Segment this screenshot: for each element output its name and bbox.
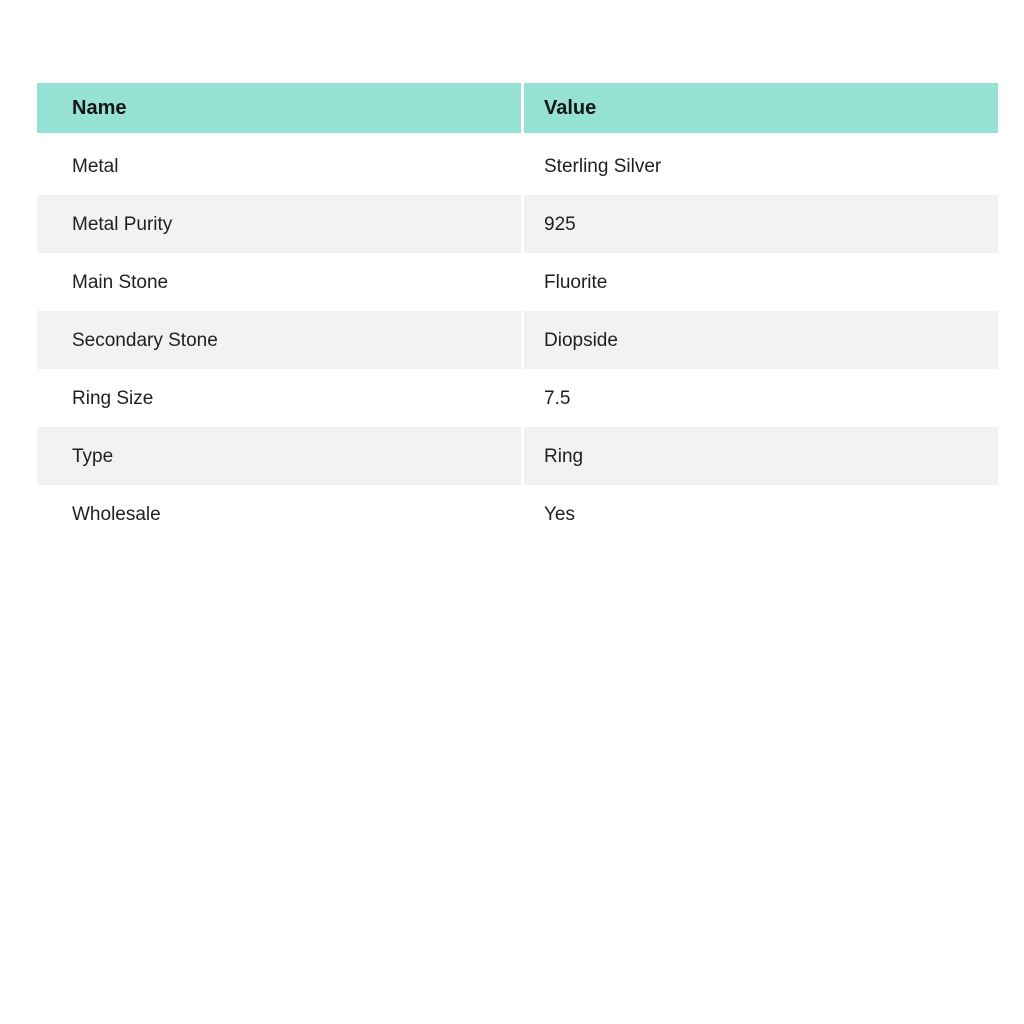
row-value-cell: Yes xyxy=(524,485,998,543)
table-row xyxy=(37,485,1001,543)
row-name-cell: Main Stone xyxy=(37,253,524,311)
product-spec-table xyxy=(37,83,1001,543)
table-row xyxy=(37,137,1001,195)
table-row xyxy=(37,427,1001,485)
row-value-cell: Fluorite xyxy=(524,253,998,311)
row-value-cell: 925 xyxy=(524,195,998,253)
row-value-cell: Ring xyxy=(524,427,998,485)
column-header-name: Name xyxy=(37,83,524,133)
row-name-cell: Metal Purity xyxy=(37,195,524,253)
row-value-cell: Sterling Silver xyxy=(524,137,998,195)
row-value-cell: Diopside xyxy=(524,311,998,369)
row-name-cell: Ring Size xyxy=(37,369,524,427)
row-name-cell: Metal xyxy=(37,137,524,195)
table-row xyxy=(37,195,1001,253)
column-header-value: Value xyxy=(524,83,998,133)
table-row xyxy=(37,369,1001,427)
row-name-cell: Secondary Stone xyxy=(37,311,524,369)
table-row xyxy=(37,253,1001,311)
row-name-cell: Wholesale xyxy=(37,485,524,543)
row-value-cell: 7.5 xyxy=(524,369,998,427)
table-row xyxy=(37,311,1001,369)
row-name-cell: Type xyxy=(37,427,524,485)
table-header-row xyxy=(37,83,1001,133)
